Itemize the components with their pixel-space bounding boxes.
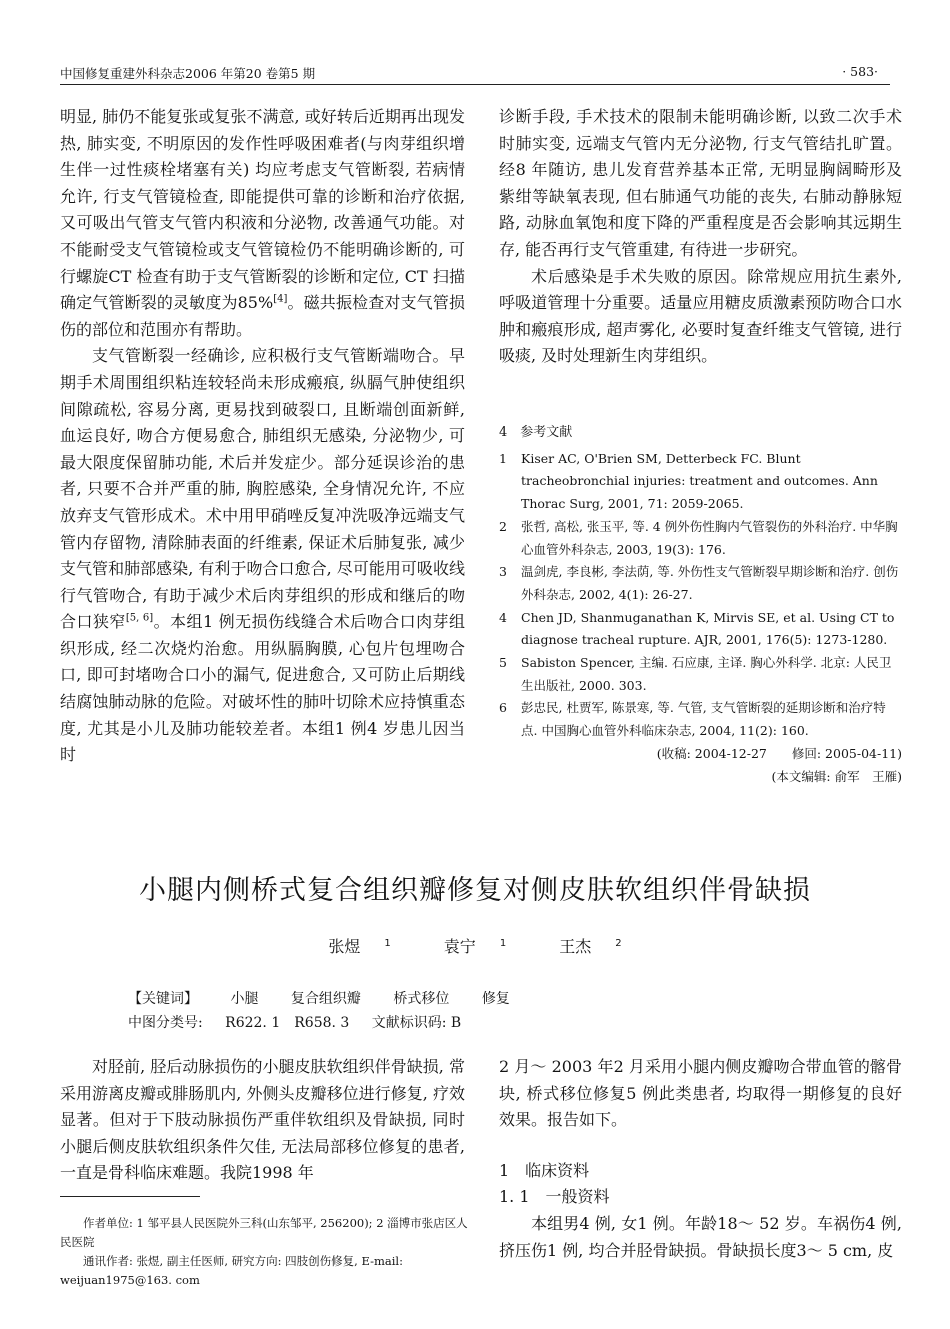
reference-item: 3 温剑虎, 李良彬, 李法荫, 等. 外伤性支气管断裂早期诊断和治疗. 创伤外科杂志, 2002, 4(1): 26-27. xyxy=(499,564,899,602)
paragraph: 本组男4 例, 女1 例。年龄18～ 52 岁。车祸伤4 例, 挤压伤1 例, 均合并胫骨缺损。骨缺损长度3～ 5 cm, 皮 xyxy=(499,1213,902,1260)
reference-item: 1 Kiser AC, O'Brien SM, Detterbeck FC. Blunt tracheobronchial injuries: treatment and outcomes. Ann Thorac Surg, 2001, 71: 2059-2065. xyxy=(499,450,878,512)
paragraph: 2 月～ 2003 年2 月采用小腿内侧皮瓣吻合带血管的髂骨块, 桥式移位修复5 例此类患者, 均取得一期修复的良好效果。报告如下。 xyxy=(499,1057,902,1130)
journal-header: 中国修复重建外科杂志2006 年第20 卷第5 期 xyxy=(60,66,316,81)
footnotes xyxy=(60,1214,468,1290)
reference-item: 5 Sabiston Spencer, 主编. 石应康, 主译. 胸心外科学. 北京: 人民卫生出版社, 2000. 303. xyxy=(499,655,892,693)
reference-item: 6 彭忠民, 杜贾军, 陈景寒, 等. 气管, 支气管断裂的延期诊断和治疗特点. 中国胸心血管外科临床杂志, 2004, 11(2): 160. xyxy=(499,700,886,739)
class-label: 中图分类号: xyxy=(128,1015,203,1031)
citation: [4] xyxy=(273,293,288,305)
keywords xyxy=(128,988,538,1008)
paragraph: 对胫前, 胫后动脉损伤的小腿皮肤软组织伴骨缺损, 常采用游离皮瓣或腓肠肌内, 外侧头皮瓣移位进行修复, 疗效显著。但对于下肢动脉损伤严重伴软组织及骨缺损, 同时小腿后侧皮肤软组织条件欠佳, 无法局部移位修复的患者, 一直是骨科临床难题。我院1998 年 xyxy=(60,1057,465,1183)
keyword: 小腿 xyxy=(230,991,259,1007)
keyword: 桥式移位 xyxy=(393,991,450,1007)
footnote: 通讯作者: 张煜, 副主任医师, 研究方向: 四肢创伤修复, E-mail: weijuan1975@163. com xyxy=(60,1254,403,1287)
classification xyxy=(128,1012,479,1032)
right-column xyxy=(499,104,902,370)
received-dates: (收稿: 2004-12-27 修回: 2005-04-11) xyxy=(656,745,902,761)
reference-item: 4 Chen JD, Shanmuganathan K, Mirvis SE, et al. Using CT to diagnose tracheal rupture. AJR, 2001, 176(5): 1273-1280. xyxy=(499,609,895,648)
footnote: 作者单位: 1 邹平县人民医院外三科(山东邹平, 256200); 2 淄博市张店区人民医院 xyxy=(60,1216,468,1249)
citation: [5, 6] xyxy=(125,612,154,624)
section-heading: 1 临床资料 xyxy=(499,1160,590,1180)
references xyxy=(499,422,902,788)
left-column xyxy=(60,104,465,769)
article-title: 小腿内侧桥式复合组织瓣修复对侧皮肤软组织伴骨缺损 xyxy=(139,875,811,906)
paragraph: 支气管断裂一经确诊, 应积极行支气管断端吻合。早期手术周围组织粘连较轻尚未形成瘢痕, 纵膈气肿使组织间隙疏松, 容易分离, 更易找到破裂口, 且断端创面新鲜, 血运良好, 吻合方便易愈合, 肺组织无感染, 分泌物少, 可最大限度保留肺功能, 术后并发症少。部分延误诊治的患者, 只要不合并严重的肺, 胸腔感染, 全身情况允许, 不应放弃支气管形成术。术中用甲硝唑反复冲洗吸净远端支气管内存留物, 清除肺表面的纤维素, 保证术后肺复张, 减少支气管和肺部感染, 有利于吻合口愈合, 尽可能用可吸收线行气管吻合, 有助于减少术后肉芽组织的形成和继后的吻合口狭窄[5, 6]。本组1 例无损伤线缝合术后吻合口肉芽组织形成, 经二次烧灼治愈。用纵膈胸膜, 心包片包埋吻合口, 即可封堵吻合口小的漏气, 促进愈合, 又可防止后期线结腐蚀肺动脉的危险。对破坏性的肺叶切除术应持慎重态度, 尤其是小儿及肺功能较差者。本组1 例4 岁患儿因当时 xyxy=(60,346,465,765)
keyword: 复合组织瓣 xyxy=(290,991,361,1007)
footnote-divider xyxy=(60,1196,200,1197)
intro-right xyxy=(499,1054,902,1264)
page-number: · 583· xyxy=(842,64,878,79)
keywords-label: 【关键词】 xyxy=(128,991,198,1007)
authors xyxy=(0,934,950,957)
editor-note: (本文编辑: 俞军 王雁) xyxy=(771,768,902,784)
paragraph: 术后感染是手术失败的原因。除常规应用抗生素外, 呼吸道管理十分重要。适量应用糖皮质激素预防吻合口水肿和瘢痕形成, 超声雾化, 必要时复查纤维支气管镜, 进行吸痰, 及时处理新生肉芽组织。 xyxy=(499,266,902,366)
class-codes: R622. 1 R658. 3 xyxy=(225,1015,350,1031)
author: 王杰 $^2$ xyxy=(559,937,622,956)
header-divider xyxy=(60,84,890,85)
reference-item: 2 张哲, 高松, 张玉平, 等. 4 例外伤性胸内气管裂伤的外科治疗. 中华胸心血管外科杂志, 2003, 19(3): 176. xyxy=(499,518,898,557)
subsection-heading: 1. 1 一般资料 xyxy=(499,1187,610,1207)
author: 袁宁 $^1$ xyxy=(443,937,507,956)
paragraph: 明显, 肺仍不能复张或复张不满意, 或好转后近期再出现发热, 肺实变, 不明原因的发作性呼吸困难者(与肉芽组织增生伴一过性痰栓堵塞有关) 均应考虑支气管断裂, 若病情允许, 行支气管镜检查, 即能提供可靠的诊断和治疗依据, 又可吸出气管支气管内积液和分泌物, 改善通气功能。对不能耐受支气管镜检或支气管镜检仍不能明确诊断的, 可行螺旋CT 检查有助于支气管断裂的诊断和定位, CT 扫描确定气管断裂的灵敏度为85%[4]。磁共振检查对支气管损伤的部位和范围亦有帮助。 xyxy=(60,107,465,339)
references-heading: 4 参考文献 xyxy=(499,425,573,440)
paragraph: 诊断手段, 手术技术的限制未能明确诊断, 以致二次手术时肺实变, 远端支气管内无分泌物, 行支气管结扎旷置。经8 年随访, 患儿发育营养基本正常, 无明显胸阔畸形及紫绀等缺氧表现, 但右肺通气功能的丧失, 右肺动静脉短路, 动脉血氧饱和度下降的严重程度是否会影响其远期生存, 能否再行支气管重建, 有待进一步研究。 xyxy=(499,107,902,259)
author: 张煜 $^1$ xyxy=(328,937,391,956)
keyword: 修复 xyxy=(481,991,510,1007)
doc-code: 文献标识码: B xyxy=(371,1015,462,1031)
intro-left xyxy=(60,1054,465,1187)
